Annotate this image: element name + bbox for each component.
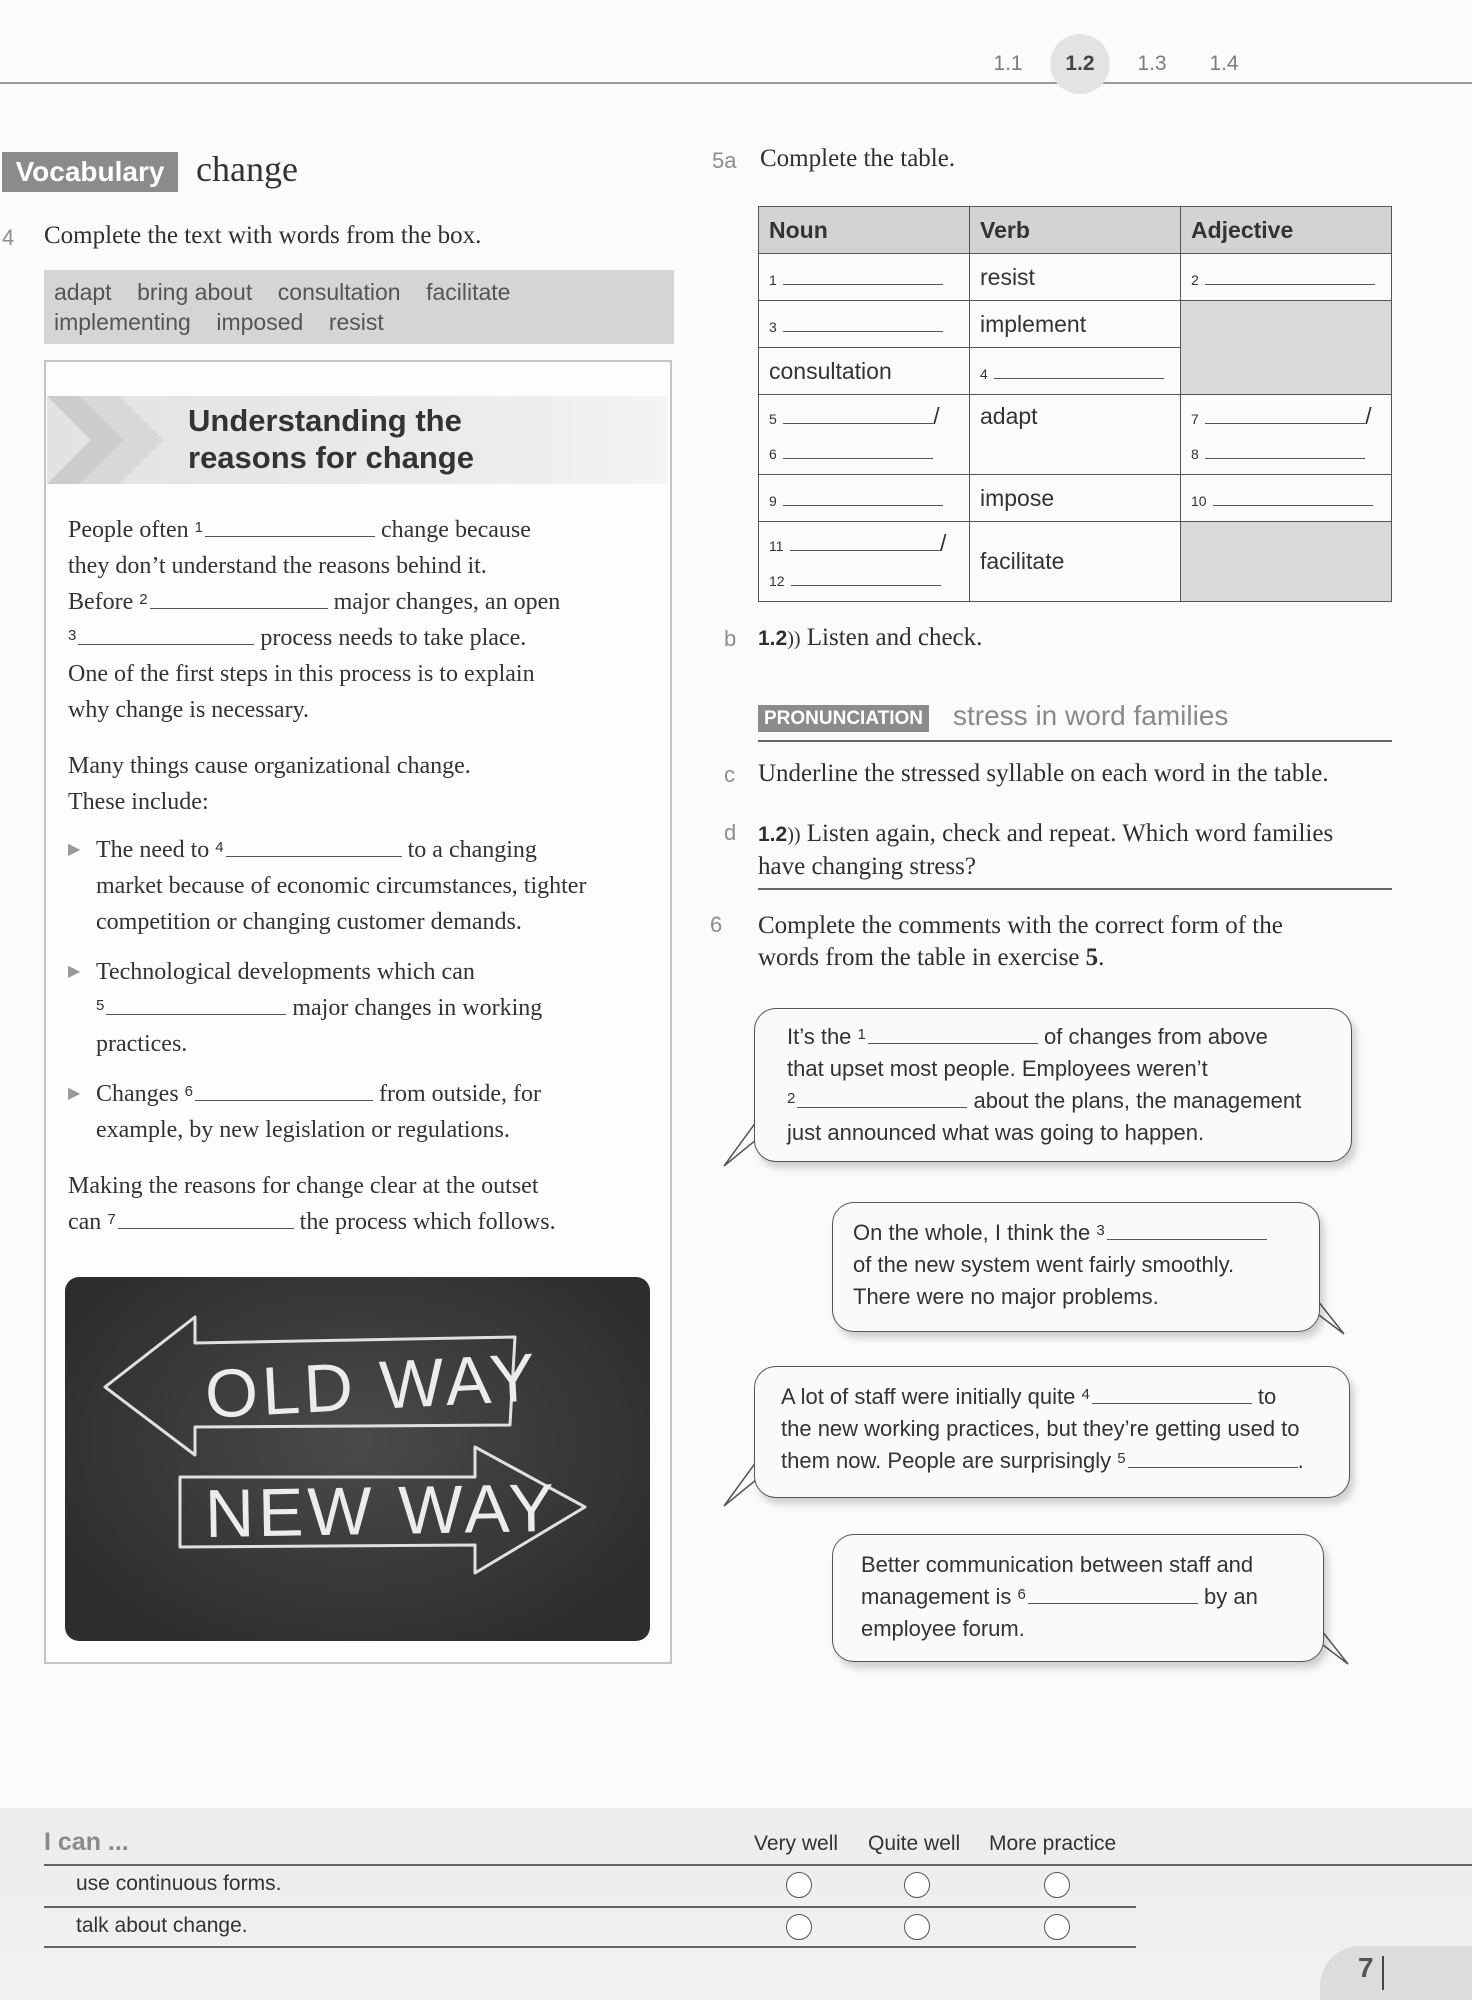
blank-2[interactable]	[150, 608, 328, 609]
ex5d-text: 1.2)) Listen again, check and repeat. Which word families have changing stress?	[758, 820, 1334, 880]
nav-tab-1-2[interactable]: 1.2	[1050, 34, 1110, 94]
col-more-practice: More practice	[989, 1832, 1117, 1855]
unit-nav	[978, 34, 1254, 94]
table-row: 1 resist 2	[759, 254, 1392, 301]
table-blank-11[interactable]	[790, 550, 940, 551]
comment-bubble-3: A lot of staff were initially quite $^4$ to the new working practices, but they’re getting used to them now. People are surprisingly $^5$ .	[754, 1366, 1350, 1498]
table-row: 3 implement	[759, 301, 1392, 348]
header-verb: Verb	[970, 207, 1181, 254]
triangle-bullet-icon: ▶	[68, 1085, 81, 1102]
bubble-blank-4[interactable]	[1092, 1403, 1252, 1404]
ex6-instruction: Complete the comments with the correct form of the words from the table in exercise 5.	[758, 912, 1283, 971]
rating-quite-well-1[interactable]	[904, 1872, 930, 1898]
blank-5[interactable]	[106, 1014, 286, 1015]
can-do-row-1: use continuous forms.	[76, 1872, 282, 1895]
word-family-table	[758, 206, 1392, 602]
nav-tab-1-1[interactable]: 1.1	[993, 52, 1023, 75]
ex5b-line: 1.2)) Listen and check.	[758, 624, 983, 651]
table-blank-12[interactable]	[791, 585, 941, 586]
table-blank-5[interactable]	[783, 423, 933, 424]
table-blank-1[interactable]	[783, 284, 943, 285]
pronunciation-badge: PRONUNCIATION	[758, 705, 929, 732]
table-blank-7[interactable]	[1205, 423, 1365, 424]
comment-bubble-4: Better communication between staff and management is $^6$ by an employee forum.	[832, 1534, 1324, 1662]
bullet-1: ▶ The need to $^4$ to a changing market because of economic circumstances, tighter competition or changing customer demands.	[68, 832, 658, 940]
table-blank-9[interactable]	[783, 505, 943, 506]
ex5d-number: d	[724, 820, 737, 845]
chalkboard-photo	[65, 1277, 650, 1641]
triangle-bullet-icon: ▶	[68, 841, 81, 858]
col-very-well: Very well	[754, 1832, 839, 1855]
nav-tab-1-3[interactable]: 1.3	[1137, 52, 1167, 75]
article-paragraph-1: People often $^1$ change because they don’t understand the reasons behind it. Before $^2$ major changes, an open $^3$ process needs to take place. One of the first steps in this process is to explain why change is necessary.	[68, 517, 561, 723]
triangle-bullet-icon: ▶	[68, 963, 81, 980]
table-blank-8[interactable]	[1205, 458, 1365, 459]
table-header-row	[759, 207, 1392, 254]
rating-very-well-2[interactable]	[786, 1914, 812, 1940]
ex5d-rule	[758, 888, 1392, 890]
page-number: 7	[1358, 1952, 1374, 1983]
sign-old-way: OLD WAY	[203, 1339, 541, 1433]
ex6-number: 6	[710, 912, 723, 937]
can-do-rule	[44, 1946, 1136, 1948]
ex5c-text: Underline the stressed syllable on each word in the table.	[758, 760, 1329, 787]
word-box	[44, 270, 674, 344]
audio-track: 1.2	[758, 627, 788, 650]
rating-more-practice-2[interactable]	[1044, 1914, 1070, 1940]
page-number-bar	[1382, 1956, 1384, 1990]
rating-more-practice-1[interactable]	[1044, 1872, 1070, 1898]
vocabulary-title: change	[196, 149, 298, 189]
arrow-left-chalk-icon	[65, 1277, 650, 1641]
can-do-row-2: talk about change.	[76, 1914, 248, 1937]
pronunciation-title: stress in word families	[953, 700, 1229, 731]
nav-tab-1-4[interactable]: 1.4	[1209, 52, 1239, 75]
article-title-line1: Understanding the	[188, 403, 462, 438]
ex5c-number: c	[724, 762, 735, 787]
sign-new-way: NEW WAY	[204, 1469, 559, 1553]
bubble-blank-6[interactable]	[1028, 1603, 1198, 1604]
table-row: consultation 4	[759, 348, 1392, 395]
article-body	[68, 512, 658, 1240]
bubble-blank-3[interactable]	[1107, 1239, 1267, 1240]
ex4-number: 4	[2, 225, 15, 250]
blank-1[interactable]	[205, 536, 375, 537]
box-word: imposed	[216, 309, 304, 335]
article-title	[188, 402, 474, 476]
bullet-3: ▶ Changes $^6$ from outside, for example, by new legislation or regulations.	[68, 1076, 658, 1148]
box-word: facilitate	[426, 279, 511, 305]
box-word: resist	[328, 309, 384, 335]
comment-bubble-1: It’s the $^1$ of changes from above that upset most people. Employees weren’t $^2$ about the plans, the management just announced what was going to happen.	[754, 1008, 1352, 1162]
audio-icon[interactable]: ))	[787, 824, 801, 846]
table-row: 11 / 12 facilitate	[759, 522, 1392, 602]
table-blank-10[interactable]	[1213, 505, 1373, 506]
bubble-blank-2[interactable]	[797, 1107, 967, 1108]
article-paragraph-3: Making the reasons for change clear at the outset can $^7$ the process which follows.	[68, 1173, 556, 1235]
article-title-line2: reasons for change	[188, 440, 474, 475]
page-number-tab	[1320, 1946, 1472, 2000]
article-paragraph-2: Many things cause organizational change. These include:	[68, 753, 471, 815]
rating-very-well-1[interactable]	[786, 1872, 812, 1898]
rating-quite-well-2[interactable]	[904, 1914, 930, 1940]
header-noun: Noun	[759, 207, 970, 254]
box-word: consultation	[277, 279, 401, 305]
bubble-blank-5[interactable]	[1128, 1467, 1298, 1468]
blank-6[interactable]	[195, 1100, 373, 1101]
pronunciation-rule	[758, 740, 1392, 742]
chevron-decoration-icon	[47, 396, 177, 484]
audio-icon[interactable]: ))	[787, 628, 801, 650]
table-blank-3[interactable]	[783, 331, 943, 332]
blank-4[interactable]	[226, 856, 402, 857]
ex5b-number: b	[724, 626, 737, 651]
table-blank-6[interactable]	[783, 458, 933, 459]
table-blank-2[interactable]	[1205, 284, 1375, 285]
header-adjective: Adjective	[1181, 207, 1392, 254]
box-word: bring about	[137, 279, 253, 305]
vocabulary-badge: Vocabulary	[2, 152, 178, 192]
can-do-rule	[44, 1864, 1472, 1866]
bubble-blank-1[interactable]	[868, 1043, 1038, 1044]
can-do-rule	[44, 1906, 1136, 1908]
audio-track: 1.2	[758, 823, 788, 846]
table-row: 9 impose 10	[759, 475, 1392, 522]
bullet-2: ▶ Technological developments which can $^5$ major changes in working practices.	[68, 954, 658, 1062]
ex4-instruction: Complete the text with words from the box.	[44, 222, 482, 249]
ex5a-number: 5a	[712, 148, 737, 173]
table-row: 5 / 6 adapt 7 / 8	[759, 395, 1392, 475]
can-do-title: I can ...	[44, 1828, 129, 1856]
table-blank-4[interactable]	[994, 378, 1164, 379]
box-word: implementing	[54, 309, 191, 335]
col-quite-well: Quite well	[868, 1832, 961, 1855]
blank-3[interactable]	[78, 644, 254, 645]
ex5a-instruction: Complete the table.	[760, 145, 956, 172]
blank-7[interactable]	[118, 1228, 294, 1229]
box-word: adapt	[54, 279, 112, 305]
comment-bubble-2: On the whole, I think the $^3$ of the new system went fairly smoothly. There were no major problems.	[832, 1202, 1320, 1332]
can-do-band	[0, 1808, 1472, 2000]
